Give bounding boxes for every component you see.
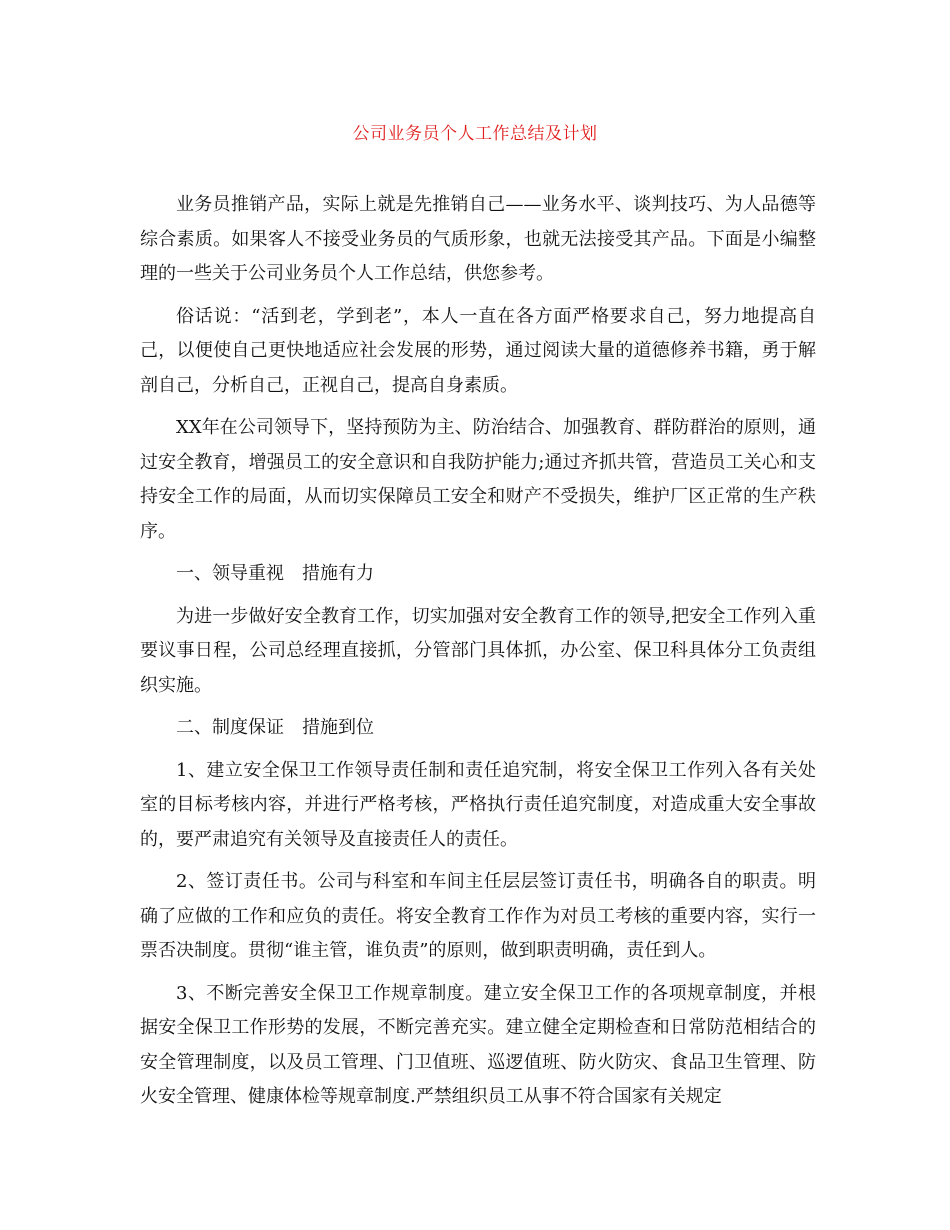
paragraph-self-improvement: 俗话说：“活到老，学到老”，本人一直在各方面严格要求自己，努力地提高自己，以便使自己更快地适应社会发展的形势，通过阅读大量的道德修养书籍，勇于解剖自己，分析自己，正视自己，提高自身素质。 [140,305,816,396]
paragraph-item-3: 3、不断完善安全保卫工作规章制度。建立安全保卫工作的各项规章制度，并根据安全保卫工作形势的发展，不断完善充实。建立健全定期检查和日常防范相结合的安全管理制度，以及员工管理、门卫值班、巡逻值班、防火防灾、食品卫生管理、防火安全管理、健康体检等规章制度.严禁组织员工从事不符合国家有关规定 [140,982,816,1107]
document-body [140,188,816,1115]
paragraph-intro: 业务员推销产品，实际上就是先推销自己——业务水平、谈判技巧、为人品德等综合素质。如果客人不接受业务员的气质形象，也就无法接受其产品。下面是小编整理的一些关于公司业务员个人工作总结，供您参考。 [140,194,816,284]
section-heading-system: 二、制度保证 措施到位 [176,717,374,738]
section-heading-leadership: 一、领导重视 措施有力 [176,563,374,584]
paragraph-leadership: 为进一步做好安全教育工作，切实加强对安全教育工作的领导,把安全工作列入重要议事日程，公司总经理直接抓，分管部门具体抓，办公室、保卫科具体分工负责组织实施。 [140,605,816,696]
paragraph-annual-overview: XX年在公司领导下，坚持预防为主、防治结合、加强教育、群防群治的原则，通过安全教育，增强员工的安全意识和自我防护能力;通过齐抓共管，营造员工关心和支持安全工作的局面，从而切实保障员工安全和财产不受损失，维护厂区正常的生产秩序。 [140,417,816,542]
paragraph-item-1: 1、建立安全保卫工作领导责任制和责任追究制，将安全保卫工作列入各有关处室的目标考核内容，并进行严格考核，严格执行责任追究制度，对造成重大安全事故的，要严肃追究有关领导及直接责任人的责任。 [140,759,816,850]
document-title: 公司业务员个人工作总结及计划 [352,124,598,144]
paragraph-item-2: 2、签订责任书。公司与科室和车间主任层层签订责任书，明确各自的职责。明确了应做的工作和应负的责任。将安全教育工作作为对员工考核的重要内容，实行一票否决制度。贯彻“谁主管，谁负责”的原则，做到职责明确，责任到人。 [140,871,816,961]
